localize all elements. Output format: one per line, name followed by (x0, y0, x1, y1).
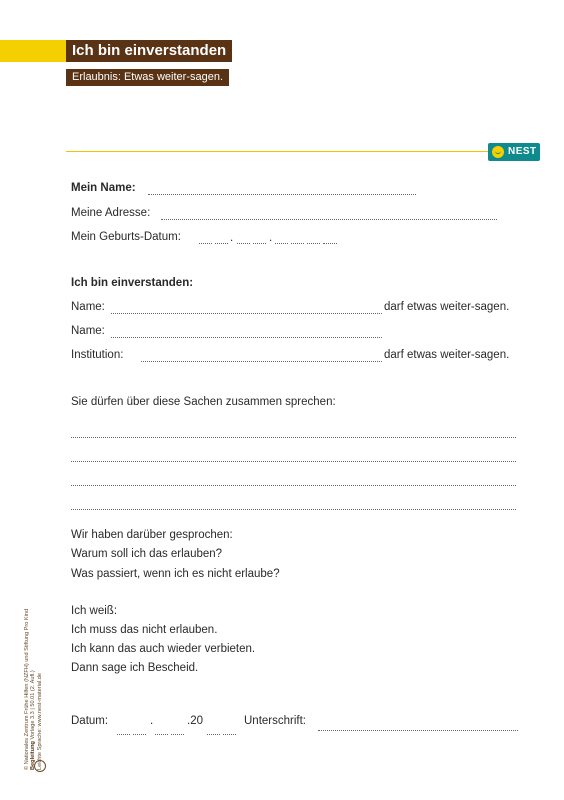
discussion-line: Was passiert, wenn ich es nicht erlaube? (71, 568, 280, 580)
header-divider (66, 151, 488, 152)
consent-name1-field[interactable] (111, 313, 382, 314)
signature-label: Unterschrift: (244, 715, 306, 727)
birthdate-field[interactable]: . . (199, 231, 344, 245)
topics-line-3[interactable] (71, 485, 516, 486)
topics-line-2[interactable] (71, 461, 516, 462)
date-field[interactable] (117, 714, 237, 736)
topics-line-4[interactable] (71, 509, 516, 510)
topics-line-1[interactable] (71, 437, 516, 438)
consent-name2-label: Name: (71, 325, 105, 337)
consent-heading: Ich bin einverstanden: (71, 277, 194, 289)
smiley-icon (492, 146, 504, 158)
institution-field[interactable] (141, 361, 382, 362)
credit-line-1: © Nationales Zentrum Frühe Hilfen (NZFH) und Stiftung Pro Kind (24, 608, 30, 770)
signature-field[interactable] (318, 730, 518, 731)
credit-line-2: Vorlage 3.3 | 50.01 (2. Aufl.) (30, 670, 37, 740)
page-title: Ich bin einverstanden (66, 40, 232, 62)
sidebar-credit (24, 540, 43, 770)
discussion-line: Wir haben darüber gesprochen: (71, 529, 233, 541)
publisher-logo-icon (34, 760, 46, 772)
institution-label: Institution: (71, 349, 124, 361)
credit-line-3: Leichte Sprache: www.nest-material.de (36, 672, 43, 770)
name-label: Mein Name: (71, 182, 136, 194)
discussion-line: Warum soll ich das erlauben? (71, 548, 223, 560)
consent-name1-label: Name: (71, 301, 105, 313)
year-prefix: .20 (187, 715, 203, 727)
consent-name2-field[interactable] (111, 337, 382, 338)
knowledge-line: Ich weiß: (71, 605, 118, 617)
nest-logo (488, 143, 540, 161)
knowledge-line: Dann sage ich Bescheid. (71, 662, 199, 674)
institution-suffix: darf etwas weiter-sagen. (384, 349, 510, 361)
header-accent-bar (0, 40, 66, 62)
knowledge-line: Ich muss das nicht erlauben. (71, 624, 218, 636)
date-label: Datum: (71, 715, 109, 727)
consent-name1-suffix: darf etwas weiter-sagen. (384, 301, 510, 313)
address-field[interactable] (161, 219, 497, 220)
page-subtitle: Erlaubnis: Etwas weiter-sagen. (66, 69, 229, 86)
topics-label: Sie dürfen über diese Sachen zusammen sprechen: (71, 396, 336, 408)
knowledge-line: Ich kann das auch wieder verbieten. (71, 643, 256, 655)
birthdate-label: Mein Geburts-Datum: (71, 231, 181, 243)
credit-line-2-bold: Begleitung (30, 741, 37, 770)
name-field[interactable] (148, 194, 416, 195)
nest-logo-text: NEST (508, 146, 537, 157)
address-label: Meine Adresse: (71, 207, 151, 219)
date-separator: . (150, 715, 154, 727)
